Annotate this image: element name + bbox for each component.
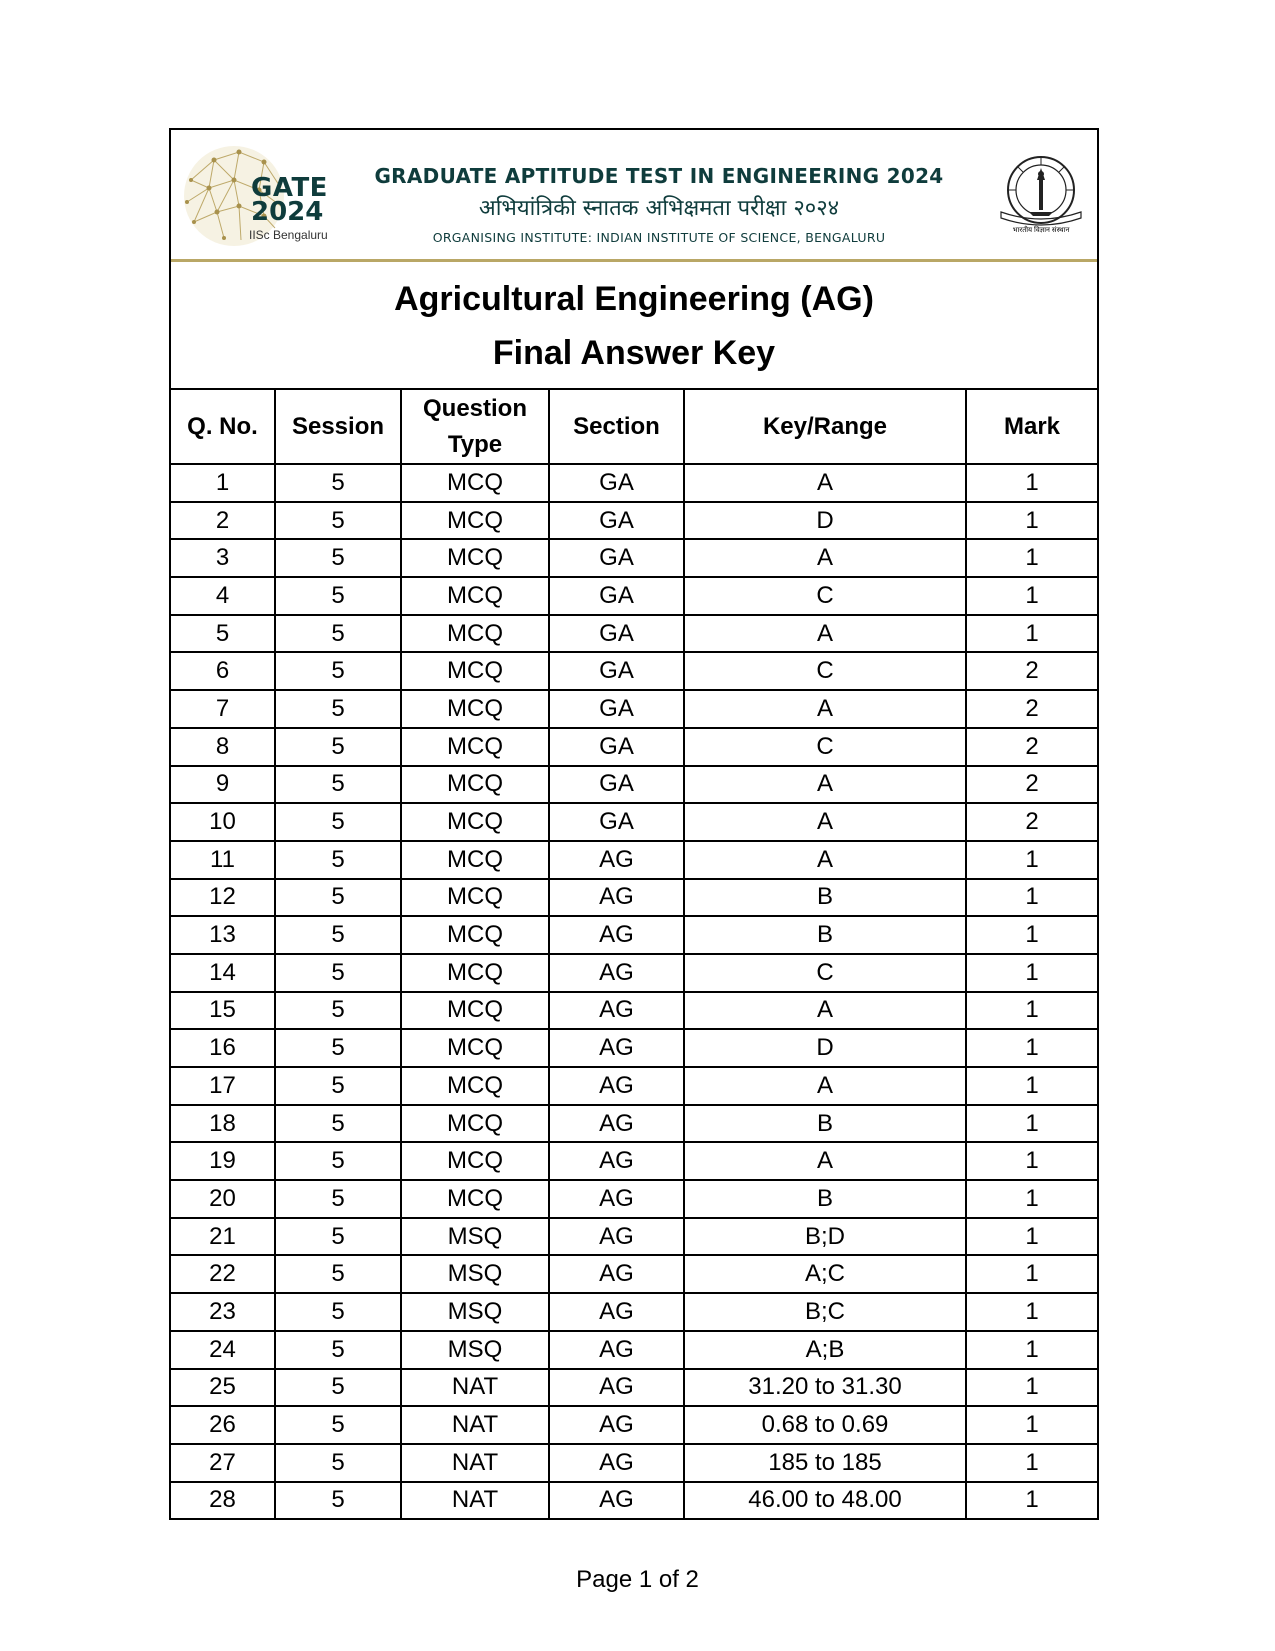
key-range-cell: A;C bbox=[684, 1255, 966, 1293]
table-row bbox=[171, 803, 1097, 841]
table-row bbox=[171, 1105, 1097, 1143]
header-session: Session bbox=[275, 390, 401, 464]
session-cell: 5 bbox=[275, 766, 401, 804]
session-cell: 5 bbox=[275, 916, 401, 954]
key-range-cell: A bbox=[684, 803, 966, 841]
table-row bbox=[171, 1067, 1097, 1105]
mark-cell: 1 bbox=[966, 1142, 1097, 1180]
question-type-cell: MSQ bbox=[401, 1255, 549, 1293]
table-row bbox=[171, 879, 1097, 917]
key-range-cell: D bbox=[684, 502, 966, 540]
q-no-cell: 17 bbox=[171, 1067, 275, 1105]
session-cell: 5 bbox=[275, 464, 401, 502]
section-cell: GA bbox=[549, 728, 684, 766]
table-header-row bbox=[171, 390, 1097, 464]
banner-hindi-title: अभियांत्रिकी स्नातक अभिक्षमता परीक्षा २०२४ bbox=[478, 196, 840, 221]
question-type-cell: MCQ bbox=[401, 803, 549, 841]
session-cell: 5 bbox=[275, 1255, 401, 1293]
section-cell: AG bbox=[549, 1406, 684, 1444]
section-cell: AG bbox=[549, 916, 684, 954]
question-type-cell: MCQ bbox=[401, 539, 549, 577]
section-cell: AG bbox=[549, 1029, 684, 1067]
key-range-cell: A bbox=[684, 464, 966, 502]
key-range-cell: A bbox=[684, 615, 966, 653]
session-cell: 5 bbox=[275, 879, 401, 917]
key-range-cell: A bbox=[684, 1142, 966, 1180]
mark-cell: 1 bbox=[966, 1369, 1097, 1407]
section-cell: AG bbox=[549, 1293, 684, 1331]
table-row bbox=[171, 1218, 1097, 1256]
session-cell: 5 bbox=[275, 1218, 401, 1256]
section-cell: GA bbox=[549, 539, 684, 577]
mark-cell: 1 bbox=[966, 841, 1097, 879]
answer-key-title: Final Answer Key bbox=[492, 334, 776, 372]
table-row bbox=[171, 577, 1097, 615]
mark-cell: 1 bbox=[966, 1444, 1097, 1482]
mark-cell: 1 bbox=[966, 1406, 1097, 1444]
q-no-cell: 27 bbox=[171, 1444, 275, 1482]
session-cell: 5 bbox=[275, 841, 401, 879]
question-type-cell: MCQ bbox=[401, 615, 549, 653]
answer-key-table bbox=[171, 390, 1097, 1518]
section-cell: GA bbox=[549, 803, 684, 841]
section-cell: GA bbox=[549, 502, 684, 540]
q-no-cell: 18 bbox=[171, 1105, 275, 1143]
session-cell: 5 bbox=[275, 992, 401, 1030]
q-no-cell: 13 bbox=[171, 916, 275, 954]
mark-cell: 2 bbox=[966, 690, 1097, 728]
key-range-cell: 31.20 to 31.30 bbox=[684, 1369, 966, 1407]
gate-banner bbox=[171, 130, 1097, 262]
mark-cell: 1 bbox=[966, 954, 1097, 992]
question-type-cell: NAT bbox=[401, 1406, 549, 1444]
session-cell: 5 bbox=[275, 577, 401, 615]
banner-title: GRADUATE APTITUDE TEST IN ENGINEERING 2024 bbox=[374, 164, 944, 188]
table-row bbox=[171, 1142, 1097, 1180]
table-row bbox=[171, 916, 1097, 954]
session-cell: 5 bbox=[275, 615, 401, 653]
question-type-cell: MCQ bbox=[401, 1180, 549, 1218]
question-type-cell: MCQ bbox=[401, 577, 549, 615]
session-cell: 5 bbox=[275, 690, 401, 728]
session-cell: 5 bbox=[275, 1293, 401, 1331]
table-row bbox=[171, 1255, 1097, 1293]
table-row bbox=[171, 464, 1097, 502]
mark-cell: 1 bbox=[966, 992, 1097, 1030]
question-type-cell: NAT bbox=[401, 1482, 549, 1519]
q-no-cell: 23 bbox=[171, 1293, 275, 1331]
table-row bbox=[171, 1029, 1097, 1067]
banner-organiser: ORGANISING INSTITUTE: INDIAN INSTITUTE OF SCIENCE, BENGALURU bbox=[432, 230, 886, 245]
header-question-type: Question Type bbox=[401, 390, 549, 464]
mark-cell: 2 bbox=[966, 766, 1097, 804]
key-range-cell: A bbox=[684, 766, 966, 804]
mark-cell: 1 bbox=[966, 539, 1097, 577]
key-range-cell: 46.00 to 48.00 bbox=[684, 1482, 966, 1519]
question-type-cell: MCQ bbox=[401, 502, 549, 540]
section-cell: AG bbox=[549, 879, 684, 917]
question-type-cell: MSQ bbox=[401, 1218, 549, 1256]
session-cell: 5 bbox=[275, 728, 401, 766]
q-no-cell: 25 bbox=[171, 1369, 275, 1407]
section-cell: AG bbox=[549, 1218, 684, 1256]
q-no-cell: 8 bbox=[171, 728, 275, 766]
question-type-cell: MCQ bbox=[401, 1142, 549, 1180]
key-range-cell: C bbox=[684, 652, 966, 690]
table-row bbox=[171, 652, 1097, 690]
q-no-cell: 1 bbox=[171, 464, 275, 502]
session-cell: 5 bbox=[275, 1406, 401, 1444]
mark-cell: 1 bbox=[966, 615, 1097, 653]
document-heading bbox=[171, 262, 1097, 390]
table-row bbox=[171, 502, 1097, 540]
mark-cell: 1 bbox=[966, 916, 1097, 954]
question-type-cell: MCQ bbox=[401, 992, 549, 1030]
key-range-cell: B bbox=[684, 916, 966, 954]
section-cell: AG bbox=[549, 1331, 684, 1369]
mark-cell: 1 bbox=[966, 1180, 1097, 1218]
key-range-cell: 0.68 to 0.69 bbox=[684, 1406, 966, 1444]
header-section: Section bbox=[549, 390, 684, 464]
question-type-cell: MCQ bbox=[401, 1029, 549, 1067]
session-cell: 5 bbox=[275, 539, 401, 577]
section-cell: GA bbox=[549, 690, 684, 728]
mark-cell: 1 bbox=[966, 1255, 1097, 1293]
iisc-emblem-caption: भारतीय विज्ञान संस्थान bbox=[1012, 227, 1070, 234]
table-row bbox=[171, 1331, 1097, 1369]
question-type-cell: MCQ bbox=[401, 652, 549, 690]
mark-cell: 1 bbox=[966, 1067, 1097, 1105]
mark-cell: 1 bbox=[966, 464, 1097, 502]
question-type-cell: MCQ bbox=[401, 841, 549, 879]
table-row bbox=[171, 841, 1097, 879]
section-cell: AG bbox=[549, 1142, 684, 1180]
session-cell: 5 bbox=[275, 1331, 401, 1369]
table-row bbox=[171, 615, 1097, 653]
table-row bbox=[171, 766, 1097, 804]
table-row bbox=[171, 1482, 1097, 1519]
question-type-cell: NAT bbox=[401, 1369, 549, 1407]
mark-cell: 1 bbox=[966, 502, 1097, 540]
key-range-cell: A bbox=[684, 690, 966, 728]
q-no-cell: 4 bbox=[171, 577, 275, 615]
q-no-cell: 6 bbox=[171, 652, 275, 690]
section-cell: GA bbox=[549, 464, 684, 502]
key-range-cell: C bbox=[684, 728, 966, 766]
iisc-emblem bbox=[995, 154, 1087, 240]
mark-cell: 2 bbox=[966, 803, 1097, 841]
session-cell: 5 bbox=[275, 1142, 401, 1180]
section-cell: GA bbox=[549, 652, 684, 690]
q-no-cell: 14 bbox=[171, 954, 275, 992]
question-type-cell: MSQ bbox=[401, 1331, 549, 1369]
section-cell: AG bbox=[549, 841, 684, 879]
q-no-cell: 10 bbox=[171, 803, 275, 841]
q-no-cell: 26 bbox=[171, 1406, 275, 1444]
section-cell: AG bbox=[549, 1444, 684, 1482]
question-type-cell: MCQ bbox=[401, 464, 549, 502]
question-type-cell: NAT bbox=[401, 1444, 549, 1482]
key-range-cell: A bbox=[684, 539, 966, 577]
question-type-cell: MSQ bbox=[401, 1293, 549, 1331]
gate-logo bbox=[179, 140, 329, 252]
key-range-cell: B bbox=[684, 879, 966, 917]
table-body bbox=[171, 464, 1097, 1518]
section-cell: AG bbox=[549, 954, 684, 992]
session-cell: 5 bbox=[275, 1444, 401, 1482]
section-cell: GA bbox=[549, 577, 684, 615]
session-cell: 5 bbox=[275, 1369, 401, 1407]
section-cell: AG bbox=[549, 1369, 684, 1407]
section-cell: AG bbox=[549, 1180, 684, 1218]
table-row bbox=[171, 954, 1097, 992]
section-cell: AG bbox=[549, 1067, 684, 1105]
session-cell: 5 bbox=[275, 1180, 401, 1218]
table-row bbox=[171, 1293, 1097, 1331]
q-no-cell: 3 bbox=[171, 539, 275, 577]
session-cell: 5 bbox=[275, 652, 401, 690]
mark-cell: 1 bbox=[966, 1105, 1097, 1143]
key-range-cell: B;D bbox=[684, 1218, 966, 1256]
key-range-cell: A bbox=[684, 992, 966, 1030]
table-row bbox=[171, 1406, 1097, 1444]
q-no-cell: 15 bbox=[171, 992, 275, 1030]
session-cell: 5 bbox=[275, 1482, 401, 1519]
q-no-cell: 7 bbox=[171, 690, 275, 728]
question-type-cell: MCQ bbox=[401, 1067, 549, 1105]
key-range-cell: D bbox=[684, 1029, 966, 1067]
key-range-cell: A bbox=[684, 841, 966, 879]
mark-cell: 1 bbox=[966, 577, 1097, 615]
header-key-range: Key/Range bbox=[684, 390, 966, 464]
gate-logo-word: GATE bbox=[251, 173, 328, 203]
question-type-cell: MCQ bbox=[401, 690, 549, 728]
section-cell: AG bbox=[549, 1105, 684, 1143]
session-cell: 5 bbox=[275, 1029, 401, 1067]
session-cell: 5 bbox=[275, 803, 401, 841]
question-type-cell: MCQ bbox=[401, 1105, 549, 1143]
q-no-cell: 5 bbox=[171, 615, 275, 653]
q-no-cell: 20 bbox=[171, 1180, 275, 1218]
table-row bbox=[171, 690, 1097, 728]
session-cell: 5 bbox=[275, 954, 401, 992]
question-type-cell: MCQ bbox=[401, 728, 549, 766]
paper-title: Agricultural Engineering (AG) bbox=[394, 280, 874, 318]
gate-logo-caption: IISc Bengaluru bbox=[249, 228, 328, 242]
banner-text bbox=[371, 164, 947, 245]
section-cell: GA bbox=[549, 615, 684, 653]
key-range-cell: B bbox=[684, 1180, 966, 1218]
table-row bbox=[171, 1369, 1097, 1407]
question-type-cell: MCQ bbox=[401, 954, 549, 992]
q-no-cell: 22 bbox=[171, 1255, 275, 1293]
key-range-cell: A bbox=[684, 1067, 966, 1105]
q-no-cell: 16 bbox=[171, 1029, 275, 1067]
q-no-cell: 2 bbox=[171, 502, 275, 540]
q-no-cell: 12 bbox=[171, 879, 275, 917]
gate-logo-year: 2024 bbox=[251, 197, 324, 227]
mark-cell: 2 bbox=[966, 652, 1097, 690]
session-cell: 5 bbox=[275, 1067, 401, 1105]
section-cell: AG bbox=[549, 1482, 684, 1519]
table-row bbox=[171, 1180, 1097, 1218]
page-number: Page 1 of 2 bbox=[576, 1566, 699, 1593]
q-no-cell: 19 bbox=[171, 1142, 275, 1180]
key-range-cell: 185 to 185 bbox=[684, 1444, 966, 1482]
question-type-cell: MCQ bbox=[401, 879, 549, 917]
key-range-cell: B;C bbox=[684, 1293, 966, 1331]
table-row bbox=[171, 728, 1097, 766]
table-row bbox=[171, 1444, 1097, 1482]
mark-cell: 1 bbox=[966, 1293, 1097, 1331]
mark-cell: 2 bbox=[966, 728, 1097, 766]
mark-cell: 1 bbox=[966, 879, 1097, 917]
table-row bbox=[171, 992, 1097, 1030]
mark-cell: 1 bbox=[966, 1218, 1097, 1256]
table-row bbox=[171, 539, 1097, 577]
mark-cell: 1 bbox=[966, 1029, 1097, 1067]
section-cell: AG bbox=[549, 1255, 684, 1293]
q-no-cell: 21 bbox=[171, 1218, 275, 1256]
header-q-no: Q. No. bbox=[171, 390, 275, 464]
header-mark: Mark bbox=[966, 390, 1097, 464]
session-cell: 5 bbox=[275, 502, 401, 540]
question-type-cell: MCQ bbox=[401, 916, 549, 954]
key-range-cell: C bbox=[684, 954, 966, 992]
q-no-cell: 9 bbox=[171, 766, 275, 804]
mark-cell: 1 bbox=[966, 1331, 1097, 1369]
q-no-cell: 11 bbox=[171, 841, 275, 879]
answer-key-document bbox=[169, 128, 1099, 1520]
q-no-cell: 24 bbox=[171, 1331, 275, 1369]
key-range-cell: C bbox=[684, 577, 966, 615]
key-range-cell: A;B bbox=[684, 1331, 966, 1369]
question-type-cell: MCQ bbox=[401, 766, 549, 804]
mark-cell: 1 bbox=[966, 1482, 1097, 1519]
q-no-cell: 28 bbox=[171, 1482, 275, 1519]
section-cell: GA bbox=[549, 766, 684, 804]
section-cell: AG bbox=[549, 992, 684, 1030]
session-cell: 5 bbox=[275, 1105, 401, 1143]
key-range-cell: B bbox=[684, 1105, 966, 1143]
